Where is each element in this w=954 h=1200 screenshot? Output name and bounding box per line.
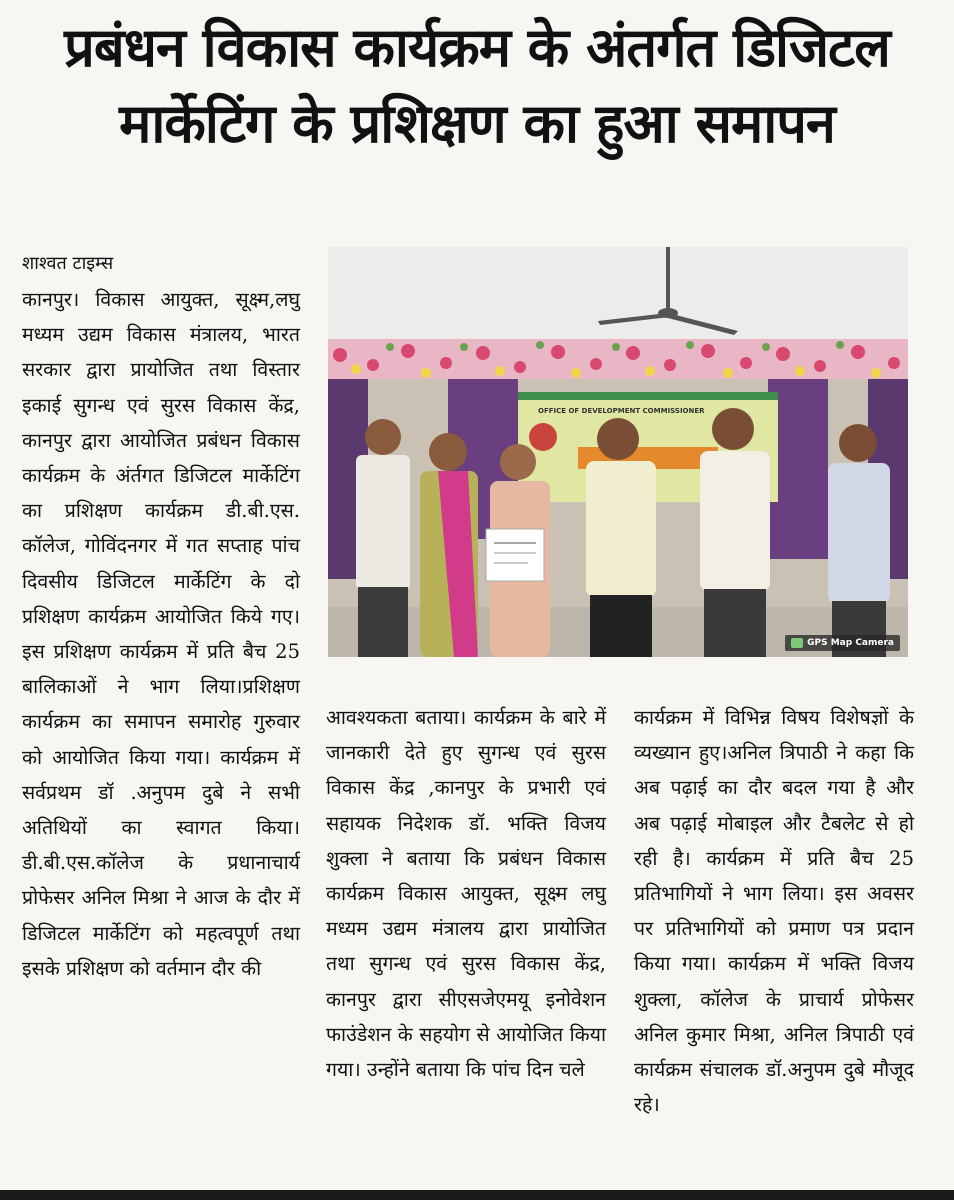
gps-tag-label: GPS Map Camera [807,638,894,648]
certificate [486,529,544,581]
byline: शाश्वत टाइम्स [22,253,114,274]
headline [10,10,944,162]
map-icon [791,638,803,648]
gps-map-camera-tag [785,635,900,651]
article-column-middle [326,700,606,1087]
article-text-left: कानपुर। विकास आयुक्त, सूक्ष्म,लघु मध्यम उद्यम विकास मंत्रालय, भारत सरकार द्वारा प्रायोजित तथा विस्तार इकाई सुगन्ध एवं सुरस विकास केंद्र, कानपुर द्वारा आयोजित प्रबंधन विकास कार्यक्रम के अंर्तगत डिजिटल मार्केटिंग का प्रशिक्षण कार्यक्रम डी.बी.एस. कॉलेज, गोविंदनगर में गत सप्ताह पांच दिवसीय डिजिटल मार्केटिंग के दो प्रशिक्षण कार्यक्रम आयोजित किये गए। इस प्रशिक्षण कार्यक्रम में प्रति बैच 25 बालिकाओं ने भाग लिया।प्रशिक्षण कार्यक्रम का समापन समारोह गुरुवार को आयोजित किया गया। कार्यक्रम में सर्वप्रथम डॉ .अनुपम दुबे ने सभी अतिथियों का स्वागत किया।डी.बी.एस.कॉलेज के प्रधानाचार्य प्रोफेसर अनिल मिश्रा ने आज के दौर में डिजिटल मार्केटिंग को महत्वपूर्ण तथा इसके प्रशिक्षण को वर्तमान दौर की [22,288,300,980]
headline-line-1: प्रबंधन विकास कार्यक्रम के अंतर्गत डिजिटल [64,16,890,79]
article-text-middle: आवश्यकता बताया। कार्यक्रम के बारे में जानकारी देते हुए सुगन्ध एवं सुरस विकास केंद्र ,कानपुर के प्रभारी एवं सहायक निदेशक डॉ. भक्ति विजय शुक्ला ने बताया कि प्रबंधन विकास कार्यक्रम विकास आयुक्त, सूक्ष्म लघु मध्यम उद्यम मंत्रालय द्वारा प्रायोजित तथा सुगन्ध एवं सुरस विकास केंद्र, कानपुर द्वारा सीएसजेएमयू इनोवेशन फाउंडेशन के सहयोग से आयोजित किया गया। उन्होंने बताया कि पांच दिन चले [326,706,606,1082]
headline-line-2: मार्केटिंग के प्रशिक्षण का हुआ समापन [119,92,835,155]
article-column-right [634,700,914,1122]
flower-garland [328,339,908,379]
banner-text: OFFICE OF DEVELOPMENT COMMISSIONER [538,407,705,415]
event-photo [328,247,908,657]
article-text-right: कार्यक्रम में विभिन्न विषय विशेषज्ञों के व्यख्यान हुए।अनिल त्रिपाठी ने कहा कि अब पढ़ाई का दौर बदल गया है और अब पढ़ाई मोबाइल और टैबलेट से हो रही है। कार्यक्रम में प्रति बैच 25 प्रतिभागियों ने भाग लिया। इस अवसर पर प्रतिभागियों को प्रमाण पत्र प्रदान किया गया। कार्यक्रम में भक्ति विजय शुक्ला, कॉलेज के प्राचार्य प्रोफेसर अनिल कुमार मिश्रा, अनिल त्रिपाठी एवं कार्यक्रम संचालक डॉ.अनुपम दुबे मौजूद रहे। [634,706,914,1117]
bottom-rule [0,1190,954,1200]
photo-illustration [328,247,908,657]
article-column-left [22,248,300,986]
